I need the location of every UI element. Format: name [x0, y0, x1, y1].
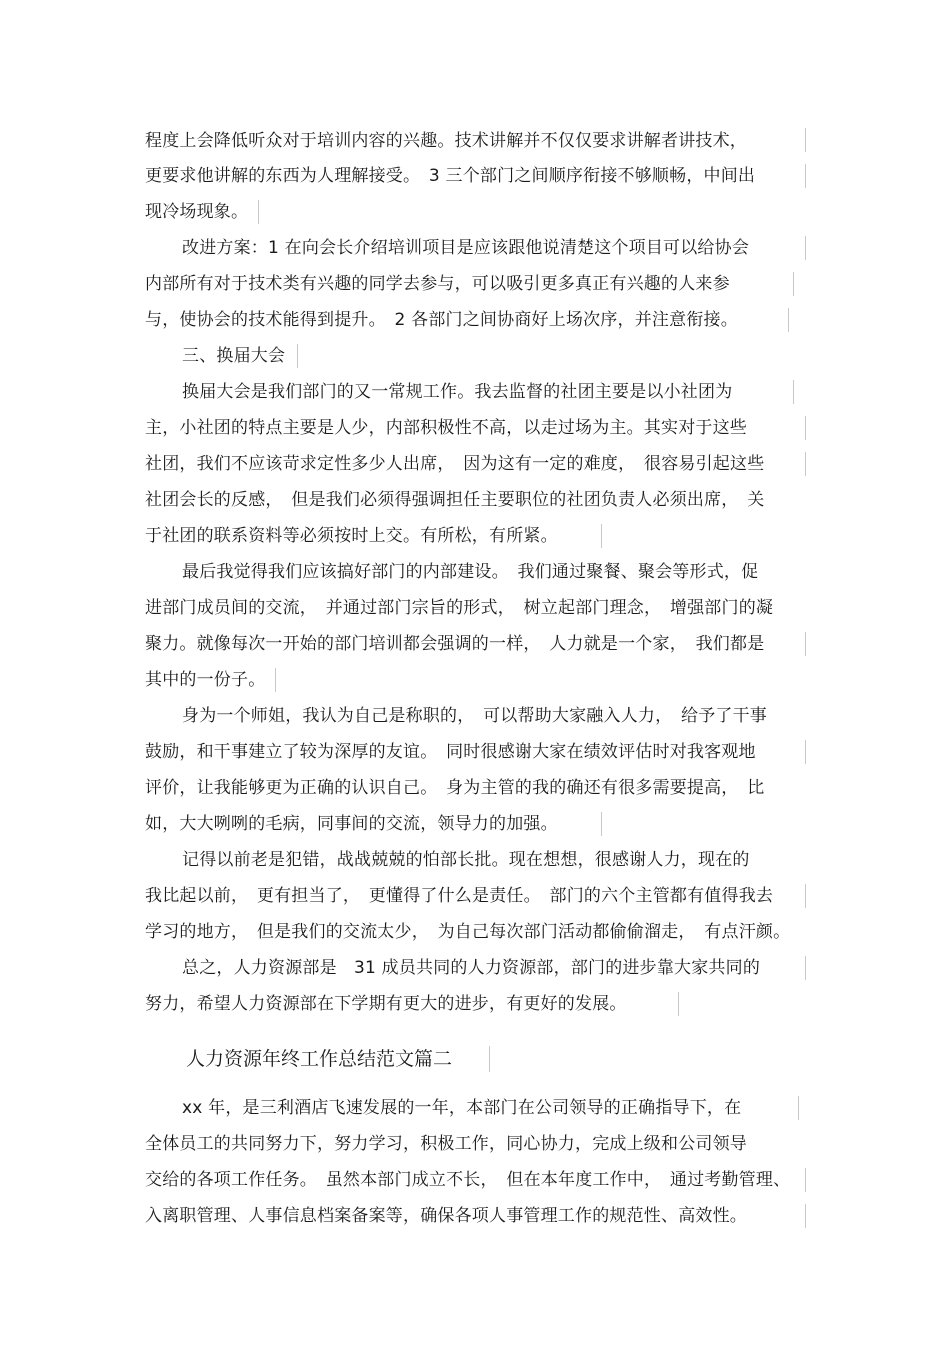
scan-mark [805, 740, 806, 764]
scan-mark [805, 452, 806, 476]
text-line: 更要求他讲解的东西为人理解接受。 3 三个部门之间顺序衔接不够顺畅，中间出 [145, 166, 756, 186]
text-line: 内部所有对于技术类有兴趣的同学去参与，可以吸引更多真正有兴趣的人来参 [145, 274, 730, 294]
scan-mark [805, 1204, 806, 1228]
scan-mark [805, 632, 806, 656]
scan-mark [297, 344, 298, 368]
scan-mark [805, 416, 806, 440]
text-line: 聚力。就像每次一开始的部门培训都会强调的一样， 人力就是一个家， 我们都是 [145, 634, 765, 654]
text-line: 如，大大咧咧的毛病，同事间的交流，领导力的加强。 [145, 814, 558, 834]
scan-mark [793, 380, 794, 404]
scan-mark [793, 272, 794, 296]
text-line: 入离职管理、人事信息档案备案等，确保各项人事管理工作的规范性、高效性。 [145, 1206, 747, 1226]
text-line: 学习的地方， 但是我们的交流太少， 为自己每次部门活动都偷偷溜走， 有点汗颜。 [145, 922, 791, 942]
text-line: 鼓励，和干事建立了较为深厚的友谊。 同时很感谢大家在绩效评估时对我客观地 [145, 742, 756, 762]
scan-mark [805, 884, 806, 908]
section-heading: 人力资源年终工作总结范文篇二 [186, 1048, 453, 1070]
text-line: 主，小社团的特点主要是人少，内部积极性不高，以走过场为主。其实对于这些 [145, 418, 747, 438]
text-line: 于社团的联系资料等必须按时上交。有所松，有所紧。 [145, 526, 558, 546]
text-line: 努力，希望人力资源部在下学期有更大的进步，有更好的发展。 [145, 994, 627, 1014]
text-line: 换届大会是我们部门的又一常规工作。我去监督的社团主要是以小社团为 [182, 382, 733, 402]
text-line: 全体员工的共同努力下，努力学习，积极工作，同心协力，完成上级和公司领导 [145, 1134, 747, 1154]
text-line: 我比起以前， 更有担当了， 更懂得了什么是责任。 部门的六个主管都有值得我去 [145, 886, 774, 906]
scan-mark [601, 524, 602, 548]
text-line: 进部门成员间的交流， 并通过部门宗旨的形式， 树立起部门理念， 增强部门的凝 [145, 598, 774, 618]
text-line: 社团，我们不应该苛求定性多少人出席， 因为这有一定的难度， 很容易引起这些 [145, 454, 765, 474]
scan-mark [601, 812, 602, 836]
text-line: 与，使协会的技术能得到提升。 2 各部门之间协商好上场次序，并注意衔接。 [145, 310, 738, 330]
text-line: 最后我觉得我们应该搞好部门的内部建设。 我们通过聚餐、聚会等形式，促 [182, 562, 759, 582]
subheading: 三、换届大会 [182, 346, 286, 366]
text-line: 现冷场现象。 [145, 202, 249, 222]
scan-mark [275, 668, 276, 692]
text-line: 程度上会降低听众对于培训内容的兴趣。技术讲解并不仅仅要求讲解者讲技术， [145, 131, 747, 151]
text-line: 其中的一份子。 [145, 670, 266, 690]
text-line: 改进方案：1 在向会长介绍培训项目是应该跟他说清楚这个项目可以给协会 [182, 238, 750, 258]
scan-mark [258, 200, 259, 224]
text-line: 身为一个师姐，我认为自己是称职的， 可以帮助大家融入人力， 给予了干事 [182, 706, 767, 726]
text-line: 总之，人力资源部是 31 成员共同的人力资源部，部门的进步靠大家共同的 [182, 958, 761, 978]
scan-mark [805, 236, 806, 260]
text-line: 社团会长的反感， 但是我们必须得强调担任主要职位的社团负责人必须出席， 关 [145, 490, 765, 510]
scan-mark [798, 1096, 799, 1120]
scan-mark [805, 1168, 806, 1192]
scan-mark [805, 128, 806, 152]
text-line: xx 年，是三利酒店飞速发展的一年，本部门在公司领导的正确指导下，在 [182, 1098, 742, 1118]
scan-mark [678, 992, 679, 1016]
scan-mark [805, 164, 806, 188]
scan-mark [805, 956, 806, 980]
text-line: 记得以前老是犯错，战战兢兢的怕部长批。现在想想，很感谢人力，现在的 [182, 850, 750, 870]
scan-mark [489, 1046, 490, 1072]
text-line: 交给的各项工作任务。 虽然本部门成立不长， 但在本年度工作中， 通过考勤管理、 [145, 1170, 791, 1190]
text-line: 评价，让我能够更为正确的认识自己。 身为主管的我的确还有很多需要提高， 比 [145, 778, 765, 798]
scan-mark [788, 308, 789, 332]
